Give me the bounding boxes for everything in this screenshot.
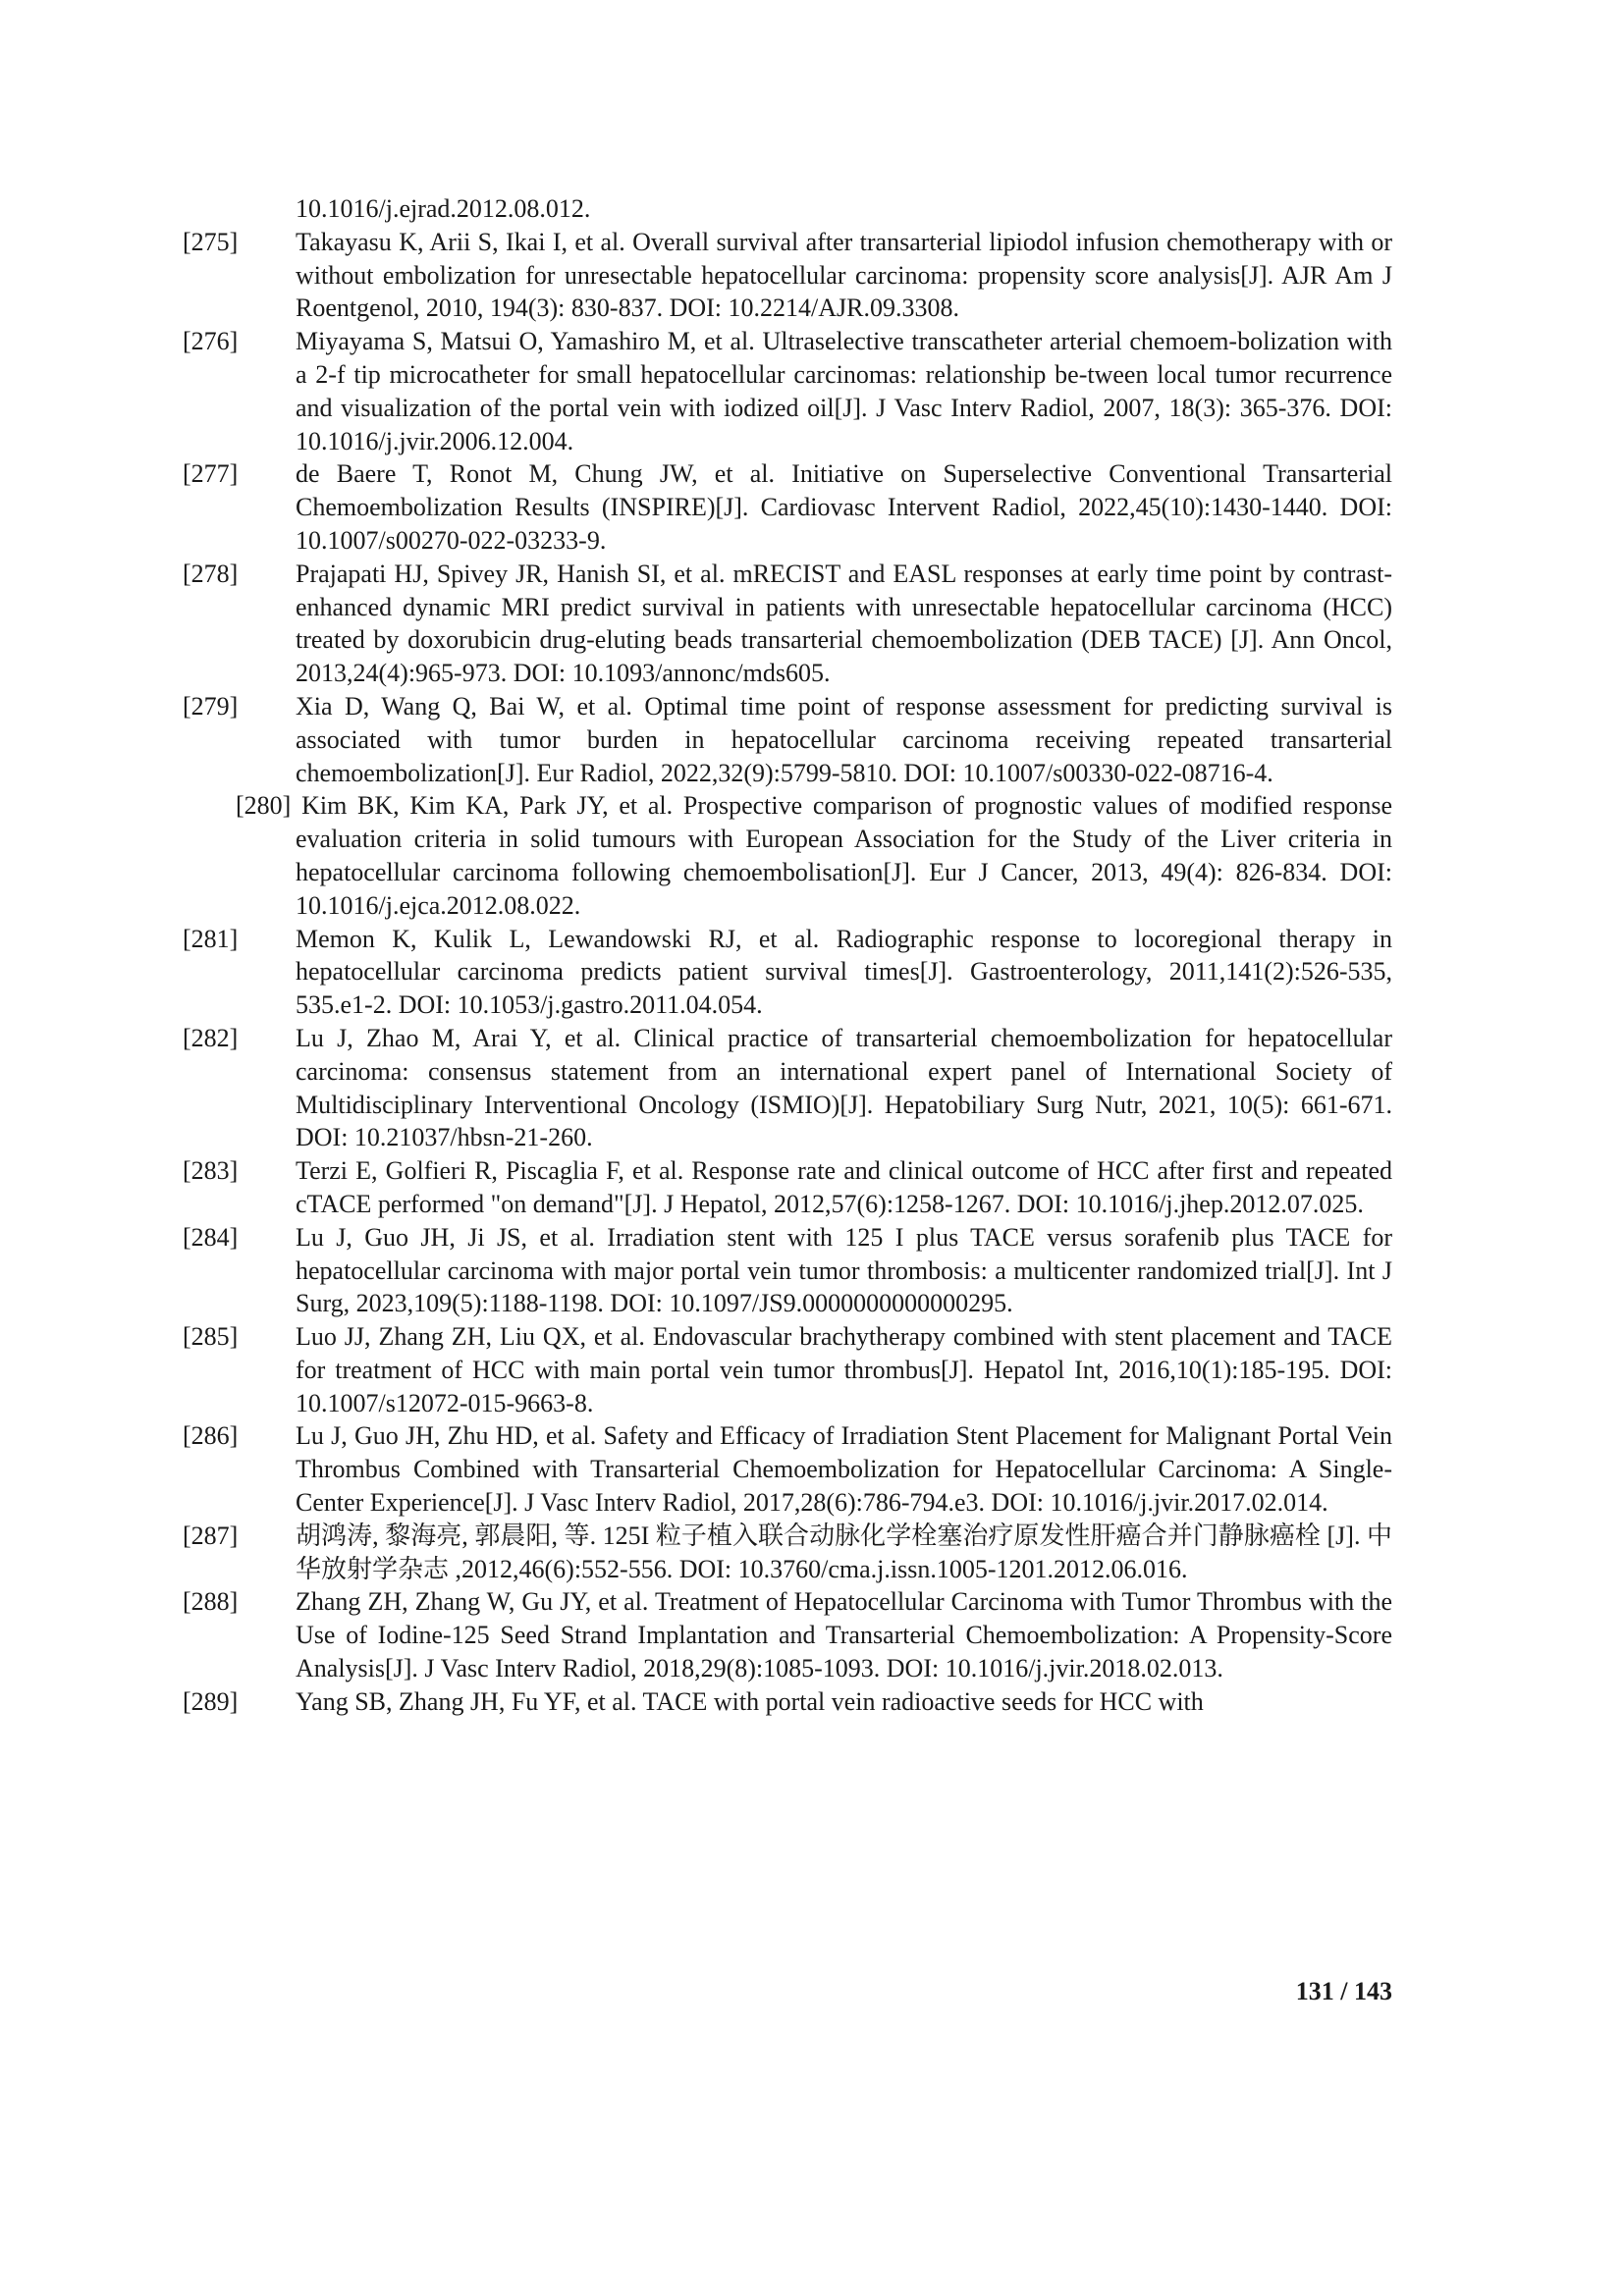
reference-entry xyxy=(183,923,1392,1022)
reference-entry xyxy=(183,1520,1392,1586)
reference-number: [276] xyxy=(183,327,239,356)
reference-text: Lu J, Guo JH, Zhu HD, et al. Safety and Efficacy of Irradiation Stent Placement for Malignant Portal Vein Thrombus Combined with Transarterial Chemoembolization for Hepatocellular Carcinoma: A Single-Center Experience[J]. J Vasc Interv Radiol, 2017,28(6):786-794.e3. DOI: 10.1016/j.jvir.2017.02.014. xyxy=(296,1421,1392,1518)
reference-text: Miyayama S, Matsui O, Yamashiro M, et al. Ultraselective transcatheter arterial chemoem-bolization with a 2-f tip microcatheter for small hepatocellular carcinomas: relationship be-tween local tumor recurrence and visualization of the portal vein with iodized oil[J]. J Vasc Interv Radiol, 2007, 18(3): 365-376. DOI: 10.1016/j.jvir.2006.12.004. xyxy=(296,327,1392,455)
reference-text: Luo JJ, Zhang ZH, Liu QX, et al. Endovascular brachytherapy combined with stent placement and TACE for treatment of HCC with main portal vein tumor thrombus[J]. Hepatol Int, 2016,10(1):185-195. DOI: 10.1007/s12072-015-9663-8. xyxy=(296,1322,1392,1417)
reference-number: [281] xyxy=(183,924,239,953)
reference-number: [284] xyxy=(183,1222,239,1252)
reference-entry xyxy=(183,1685,1392,1719)
reference-number: [278] xyxy=(183,559,239,588)
reference-text: Prajapati HJ, Spivey JR, Hanish SI, et al. mRECIST and EASL responses at early time point by contrast-enhanced dynamic MRI predict survival in patients with unresectable hepatocellular carcinoma (HCC) treated by doxorubicin drug-eluting beads transarterial chemoembolization (DEB TACE) [J]. Ann Oncol, 2013,24(4):965-973. DOI: 10.1093/annonc/mds605. xyxy=(296,559,1392,688)
reference-entry xyxy=(183,457,1392,557)
reference-number: [286] xyxy=(183,1421,239,1451)
reference-entry xyxy=(183,1022,1392,1154)
page-number: 131 / 143 xyxy=(1295,1977,1392,2005)
reference-number: [280] xyxy=(236,791,292,821)
reference-number: [275] xyxy=(183,227,239,256)
reference-text: Zhang ZH, Zhang W, Gu JY, et al. Treatment of Hepatocellular Carcinoma with Tumor Thrombus with the Use of Iodine-125 Seed Strand Implantation and Transarterial Chemoembolization: A Propensity-Score Analysis[J]. J Vasc Interv Radiol, 2018,29(8):1085-1093. DOI: 10.1016/j.jvir.2018.02.013. xyxy=(296,1587,1392,1683)
reference-entry xyxy=(183,325,1392,457)
reference-number: [287] xyxy=(183,1521,239,1550)
reference-entry xyxy=(183,1419,1392,1519)
reference-continuation xyxy=(183,192,1392,226)
reference-entry xyxy=(183,1320,1392,1419)
reference-text: 10.1016/j.ejrad.2012.08.012. xyxy=(296,194,591,223)
reference-text: Kim BK, Kim KA, Park JY, et al. Prospective comparison of prognostic values of modified response evaluation criteria in solid tumours with European Association for the Study of the Liver criteria in hepatocellular carcinoma following chemoembolisation[J]. Eur J Cancer, 2013, 49(4): 826-834. DOI: 10.1016/j.ejca.2012.08.022. xyxy=(296,791,1392,920)
reference-entry xyxy=(183,1585,1392,1684)
reference-number: [279] xyxy=(183,691,239,721)
reference-body xyxy=(236,789,1392,922)
reference-text: Terzi E, Golfieri R, Piscaglia F, et al. Response rate and clinical outcome of HCC after first and repeated cTACE performed "on demand"[J]. J Hepatol, 2012,57(6):1258-1267. DOI: 10.1016/j.jhep.2012.07.025. xyxy=(296,1156,1392,1218)
reference-entry xyxy=(183,226,1392,325)
reference-entry xyxy=(183,558,1392,690)
reference-text: Lu J, Zhao M, Arai Y, et al. Clinical practice of transarterial chemoembolization for hepatocellular carcinoma: consensus statement from an international expert panel of International Society of Multidisciplinary Interventional Oncology (ISMIO)[J]. Hepatobiliary Surg Nutr, 2021, 10(5): 661-671. DOI: 10.21037/hbsn-21-260. xyxy=(296,1023,1392,1152)
reference-text: Xia D, Wang Q, Bai W, et al. Optimal time point of response assessment for predicting survival is associated with tumor burden in hepatocellular carcinoma receiving repeated transarterial chemoembolization[J]. Eur Radiol, 2022,32(9):5799-5810. DOI: 10.1007/s00330-022-08716-4. xyxy=(296,691,1392,787)
reference-text: Memon K, Kulik L, Lewandowski RJ, et al. Radiographic response to locoregional therapy in hepatocellular carcinoma predicts patient survival times[J]. Gastroenterology, 2011,141(2):526-535, 535.e1-2. DOI: 10.1053/j.gastro.2011.04.054. xyxy=(296,924,1392,1020)
reference-text: Lu J, Guo JH, Ji JS, et al. Irradiation stent with 125 I plus TACE versus sorafenib plus TACE for hepatocellular carcinoma with major portal vein tumor thrombosis: a multicenter randomized trial[J]. Int J Surg, 2023,109(5):1188-1198. DOI: 10.1097/JS9.0000000000000295. xyxy=(296,1222,1392,1318)
reference-entry xyxy=(183,1154,1392,1221)
reference-list xyxy=(183,192,1392,1719)
reference-number: [288] xyxy=(183,1587,239,1617)
reference-entry xyxy=(183,789,1392,922)
reference-number: [285] xyxy=(183,1322,239,1352)
reference-number: [282] xyxy=(183,1023,239,1052)
reference-number: [283] xyxy=(183,1156,239,1186)
reference-number: [289] xyxy=(183,1686,239,1716)
reference-number: [277] xyxy=(183,459,239,489)
reference-text: Takayasu K, Arii S, Ikai I, et al. Overall survival after transarterial lipiodol infusion chemotherapy with or without embolization for unresectable hepatocellular carcinoma: propensity score analysis[J]. AJR Am J Roentgenol, 2010, 194(3): 830-837. DOI: 10.2214/AJR.09.3308. xyxy=(296,227,1392,323)
reference-entry xyxy=(183,690,1392,789)
reference-text: Yang SB, Zhang JH, Fu YF, et al. TACE with portal vein radioactive seeds for HCC with xyxy=(296,1686,1204,1716)
reference-text: de Baere T, Ronot M, Chung JW, et al. Initiative on Superselective Conventional Transarterial Chemoembolization Results (INSPIRE)[J]. Cardiovasc Intervent Radiol, 2022,45(10):1430-1440. DOI: 10.1007/s00270-022-03233-9. xyxy=(296,459,1392,555)
reference-text: 胡鸿涛, 黎海亮, 郭晨阳, 等. 125I 粒子植入联合动脉化学栓塞治疗原发性肝癌合并门静脉癌栓 [J]. 中华放射学杂志 ,2012,46(6):552-556. DOI: 10.3760/cma.j.issn.1005-1201.2012.06.016. xyxy=(296,1521,1392,1583)
reference-entry xyxy=(183,1221,1392,1320)
